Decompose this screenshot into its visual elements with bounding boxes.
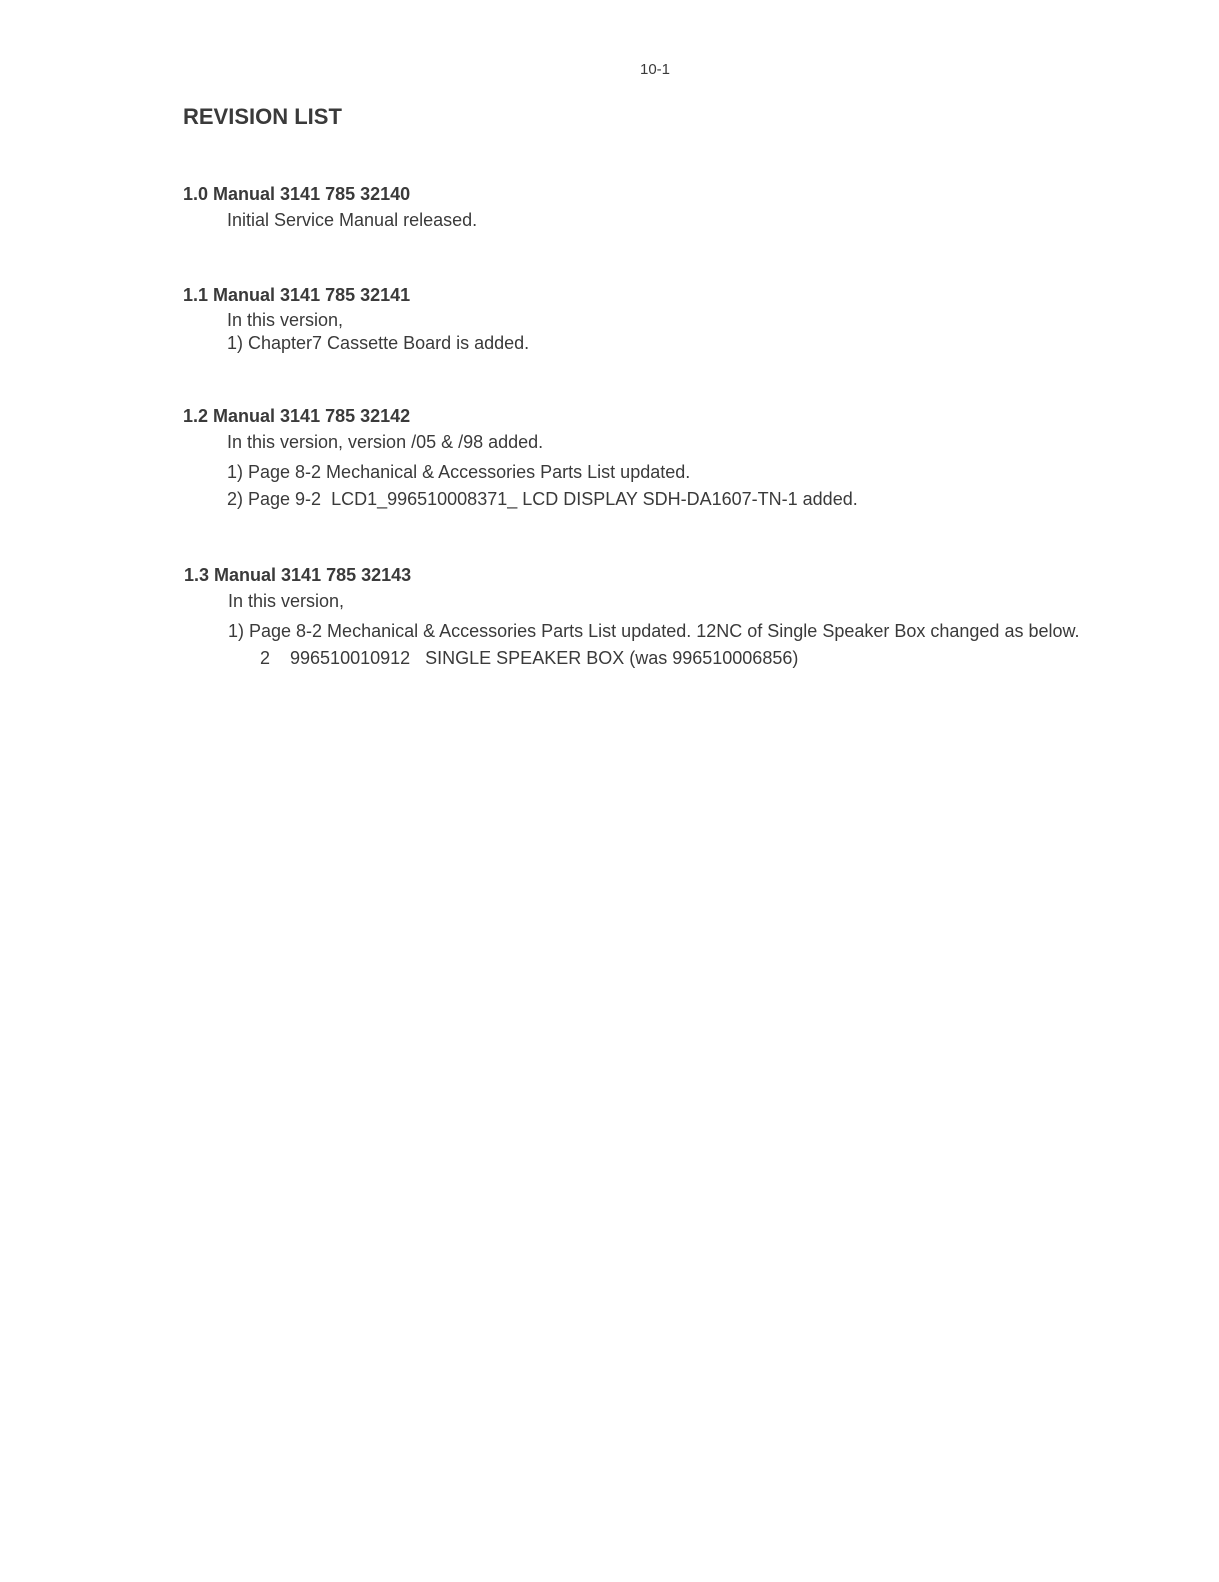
revision-line: In this version, version /05 & /98 added. [227, 432, 544, 452]
revision-heading: 1.3 Manual 3141 785 32143 [184, 565, 412, 585]
revision-line: 1) Page 8-2 Mechanical & Accessories Parts List updated. 12NC of Single Speaker Box changed as below. [228, 621, 1080, 641]
revision-section-1-2 [183, 405, 858, 510]
page-number: 10-1 [640, 61, 671, 78]
page-title: REVISION LIST [183, 104, 342, 129]
revision-line: In this version, [228, 591, 345, 611]
revision-line: 2) Page 9-2 LCD1_996510008371_ LCD DISPLAY SDH-DA1607-TN-1 added. [227, 489, 858, 509]
revision-section-1-0 [183, 183, 477, 231]
revision-heading: 1.2 Manual 3141 785 32142 [183, 406, 411, 426]
revision-sub-line: 2 996510010912 SINGLE SPEAKER BOX (was 996510006856) [260, 648, 799, 668]
revision-line: In this version, [227, 310, 344, 330]
revision-line: Initial Service Manual released. [227, 210, 478, 230]
revision-section-1-3 [184, 564, 1080, 669]
revision-line: 1) Chapter7 Cassette Board is added. [227, 333, 530, 353]
revision-line: 1) Page 8-2 Mechanical & Accessories Parts List updated. [227, 462, 691, 482]
revision-section-1-1 [183, 284, 529, 354]
revision-heading: 1.0 Manual 3141 785 32140 [183, 184, 411, 204]
revision-heading: 1.1 Manual 3141 785 32141 [183, 285, 411, 305]
